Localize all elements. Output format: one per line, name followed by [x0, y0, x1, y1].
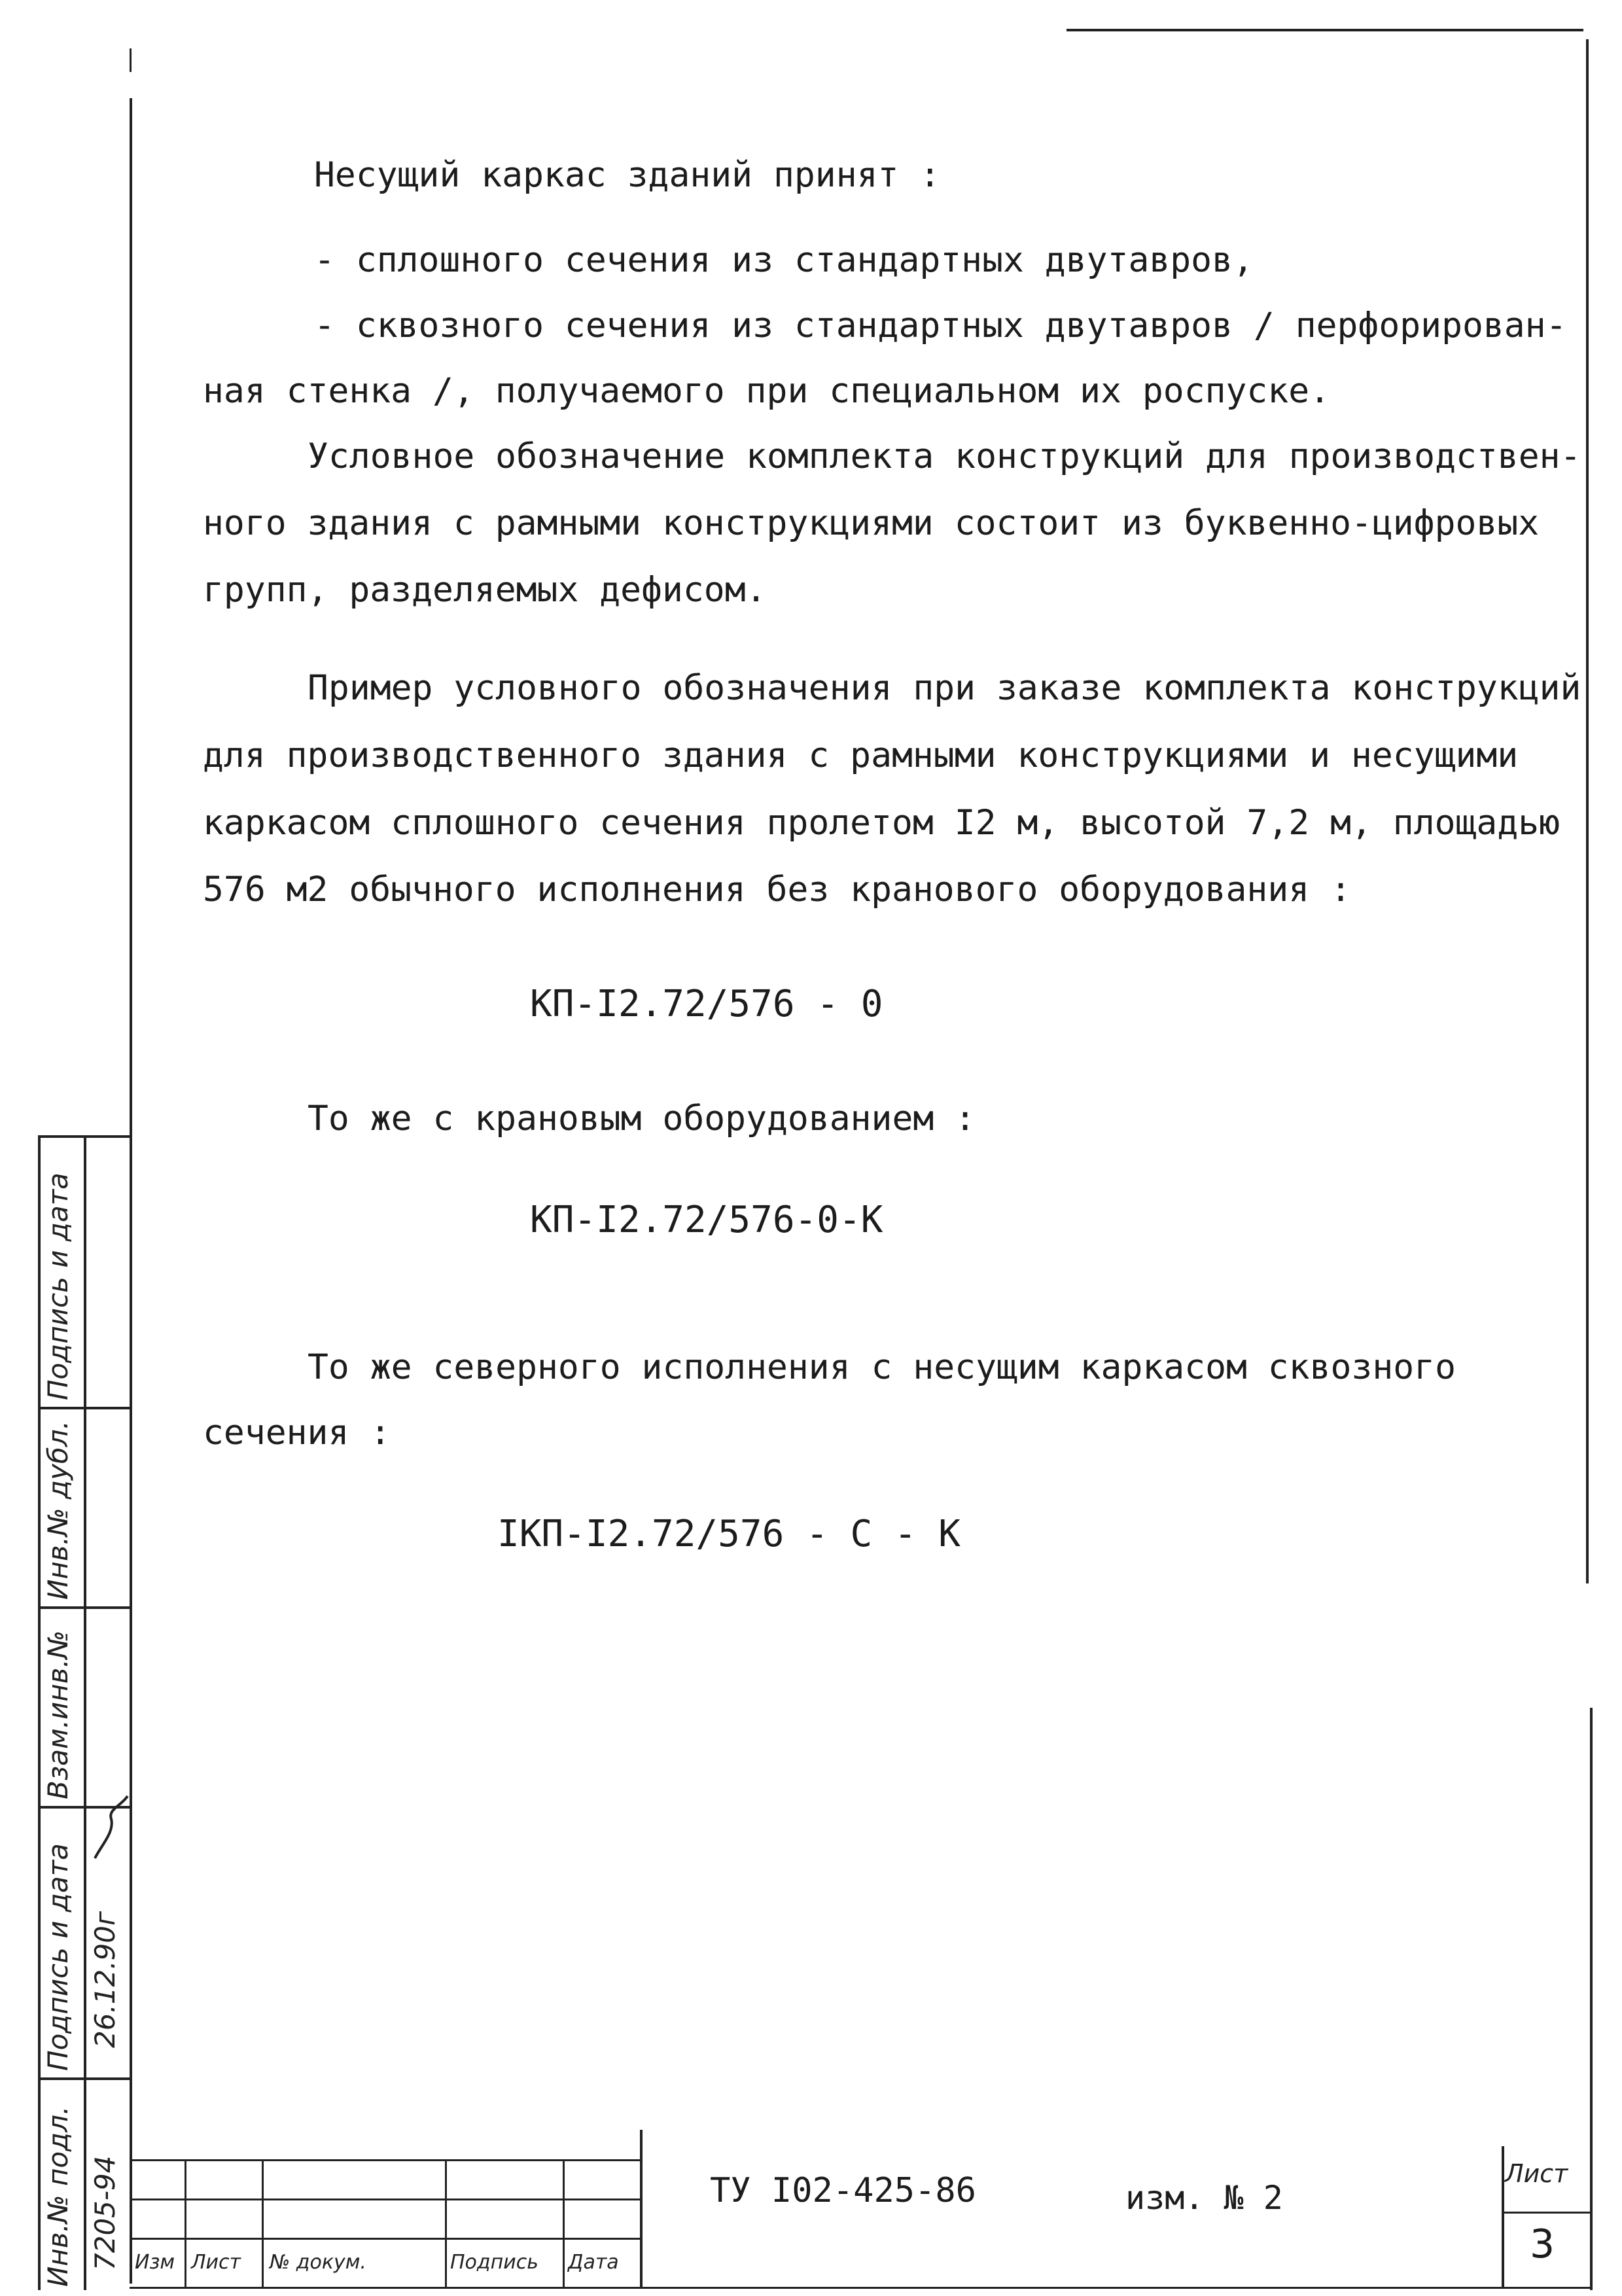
- paragraph-line: То же с крановым оборудованием :: [308, 1099, 976, 1139]
- header-revision: Изм: [135, 2251, 175, 2274]
- designation-code: КП-I2.72/576 - 0: [530, 983, 883, 1025]
- paragraph-line: Несущий каркас зданий принят :: [314, 155, 941, 195]
- sheet-label: Лист: [1505, 2159, 1568, 2188]
- paragraph-line: каркасом сплошного сечения пролетом I2 м, высотой 7,2 м, площадью: [203, 803, 1560, 843]
- paragraph-line: сечения :: [203, 1413, 391, 1453]
- sheet-number: 3: [1530, 2221, 1555, 2267]
- paragraph-line: 576 м2 обычного исполнения без кранового оборудования :: [203, 870, 1351, 910]
- right-border-line-lower: [1590, 1708, 1593, 2290]
- list-item: - сплошного сечения из стандартных двутавров,: [314, 240, 1254, 280]
- document-code: ТУ I02-425-86: [710, 2171, 976, 2210]
- paragraph-line: для производственного здания с рамными конструкциями и несущими: [203, 735, 1519, 775]
- designation-code: КП-I2.72/576-0-К: [530, 1199, 883, 1241]
- left-margin-tick: [130, 48, 132, 72]
- paragraph-line: Условное обозначение комплекта конструкций для производствен-: [308, 436, 1581, 476]
- list-item: - сквозного сечения из стандартных двутавров / перфорирован-: [314, 306, 1567, 345]
- handwritten-inventory-number: 7205-94: [89, 2155, 121, 2270]
- top-border-line: [1067, 29, 1583, 31]
- header-sheet: Лист: [191, 2251, 241, 2274]
- paragraph-line: То же северного исполнения с несущим каркасом сквозного: [308, 1347, 1456, 1387]
- side-label-duplicate-inventory: Инв.№ дубл.: [42, 1420, 74, 1600]
- header-signature: Подпись: [450, 2251, 538, 2274]
- paragraph-line: групп, разделяемых дефисом.: [203, 570, 767, 610]
- paragraph-line: ная стенка /, получаемого при специальном их роспуске.: [203, 371, 1331, 411]
- side-label-original-inventory: Инв.№ подл.: [42, 2106, 74, 2287]
- side-label-replacement-inventory: Взам.инв.№: [42, 1630, 74, 1799]
- header-document-number: № докум.: [270, 2251, 366, 2274]
- revision-note: изм. № 2: [1125, 2179, 1283, 2217]
- signature-mark: [88, 1793, 134, 1865]
- side-label-signature-date: Подпись и дата: [42, 1173, 74, 1400]
- side-label-signature-date: Подпись и дата: [42, 1843, 74, 2071]
- designation-code: IКП-I2.72/576 - С - К: [497, 1513, 961, 1555]
- handwritten-date: 26.12.90г: [89, 1911, 121, 2048]
- paragraph-line: ного здания с рамными конструкциями состоит из буквенно-цифровых: [203, 503, 1540, 543]
- paragraph-line: Пример условного обозначения при заказе комплекта конструкций: [308, 668, 1581, 708]
- left-border-line: [130, 98, 132, 2284]
- right-border-line-upper: [1586, 39, 1589, 1583]
- header-date: Дата: [568, 2251, 619, 2274]
